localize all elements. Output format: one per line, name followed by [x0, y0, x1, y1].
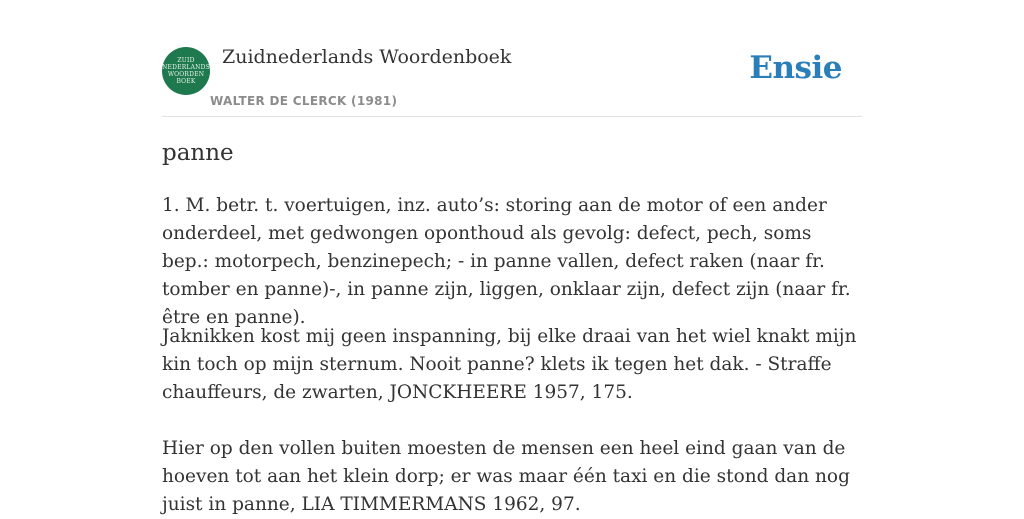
entry-quote: Jaknikken kost mij geen inspanning, bij elke draai van het wiel knakt mijn kin toch op mijn sternum. Nooit panne? klets ik tegen het dak. - Straffe chauffeurs, de zwarten, JONCKHEERE 1957, 175.: [162, 326, 857, 403]
page-container: [162, 0, 862, 515]
logo-text-line: NEDERLANDS: [162, 64, 210, 71]
author-label: WALTER DE CLERCK (1981): [210, 94, 398, 108]
book-title[interactable]: Zuidnederlands Woordenboek: [222, 46, 512, 68]
entry-title: panne: [162, 140, 234, 166]
entry-quote: Hier op den vollen buiten moesten de mensen een heel eind gaan van de hoeven tot aan het klein dorp; er was maar één taxi en die stond dan nog juist in panne, LIA TIMMERMANS 1962, 97.: [162, 438, 850, 515]
entry-definition: 1. M. betr. t. voertuigen, inz. auto’s: storing aan de motor of een ander onderdeel, met gedwongen oponthoud als gevolg: defect, pech, soms bep.: motorpech, benzinepech; - in panne vallen, defect raken (naar fr. tomber en panne)-, in panne zijn, liggen, onklaar zijn, defect zijn (naar fr. être en panne).: [162, 195, 851, 328]
ensie-brand-link[interactable]: Ensie: [749, 50, 842, 86]
header: [162, 0, 862, 117]
logo-text-line: ZUID: [177, 57, 195, 64]
logo-text-line: BOEK: [176, 78, 196, 85]
logo-text-line: WOORDEN: [167, 71, 205, 78]
dictionary-logo[interactable]: [162, 47, 210, 95]
